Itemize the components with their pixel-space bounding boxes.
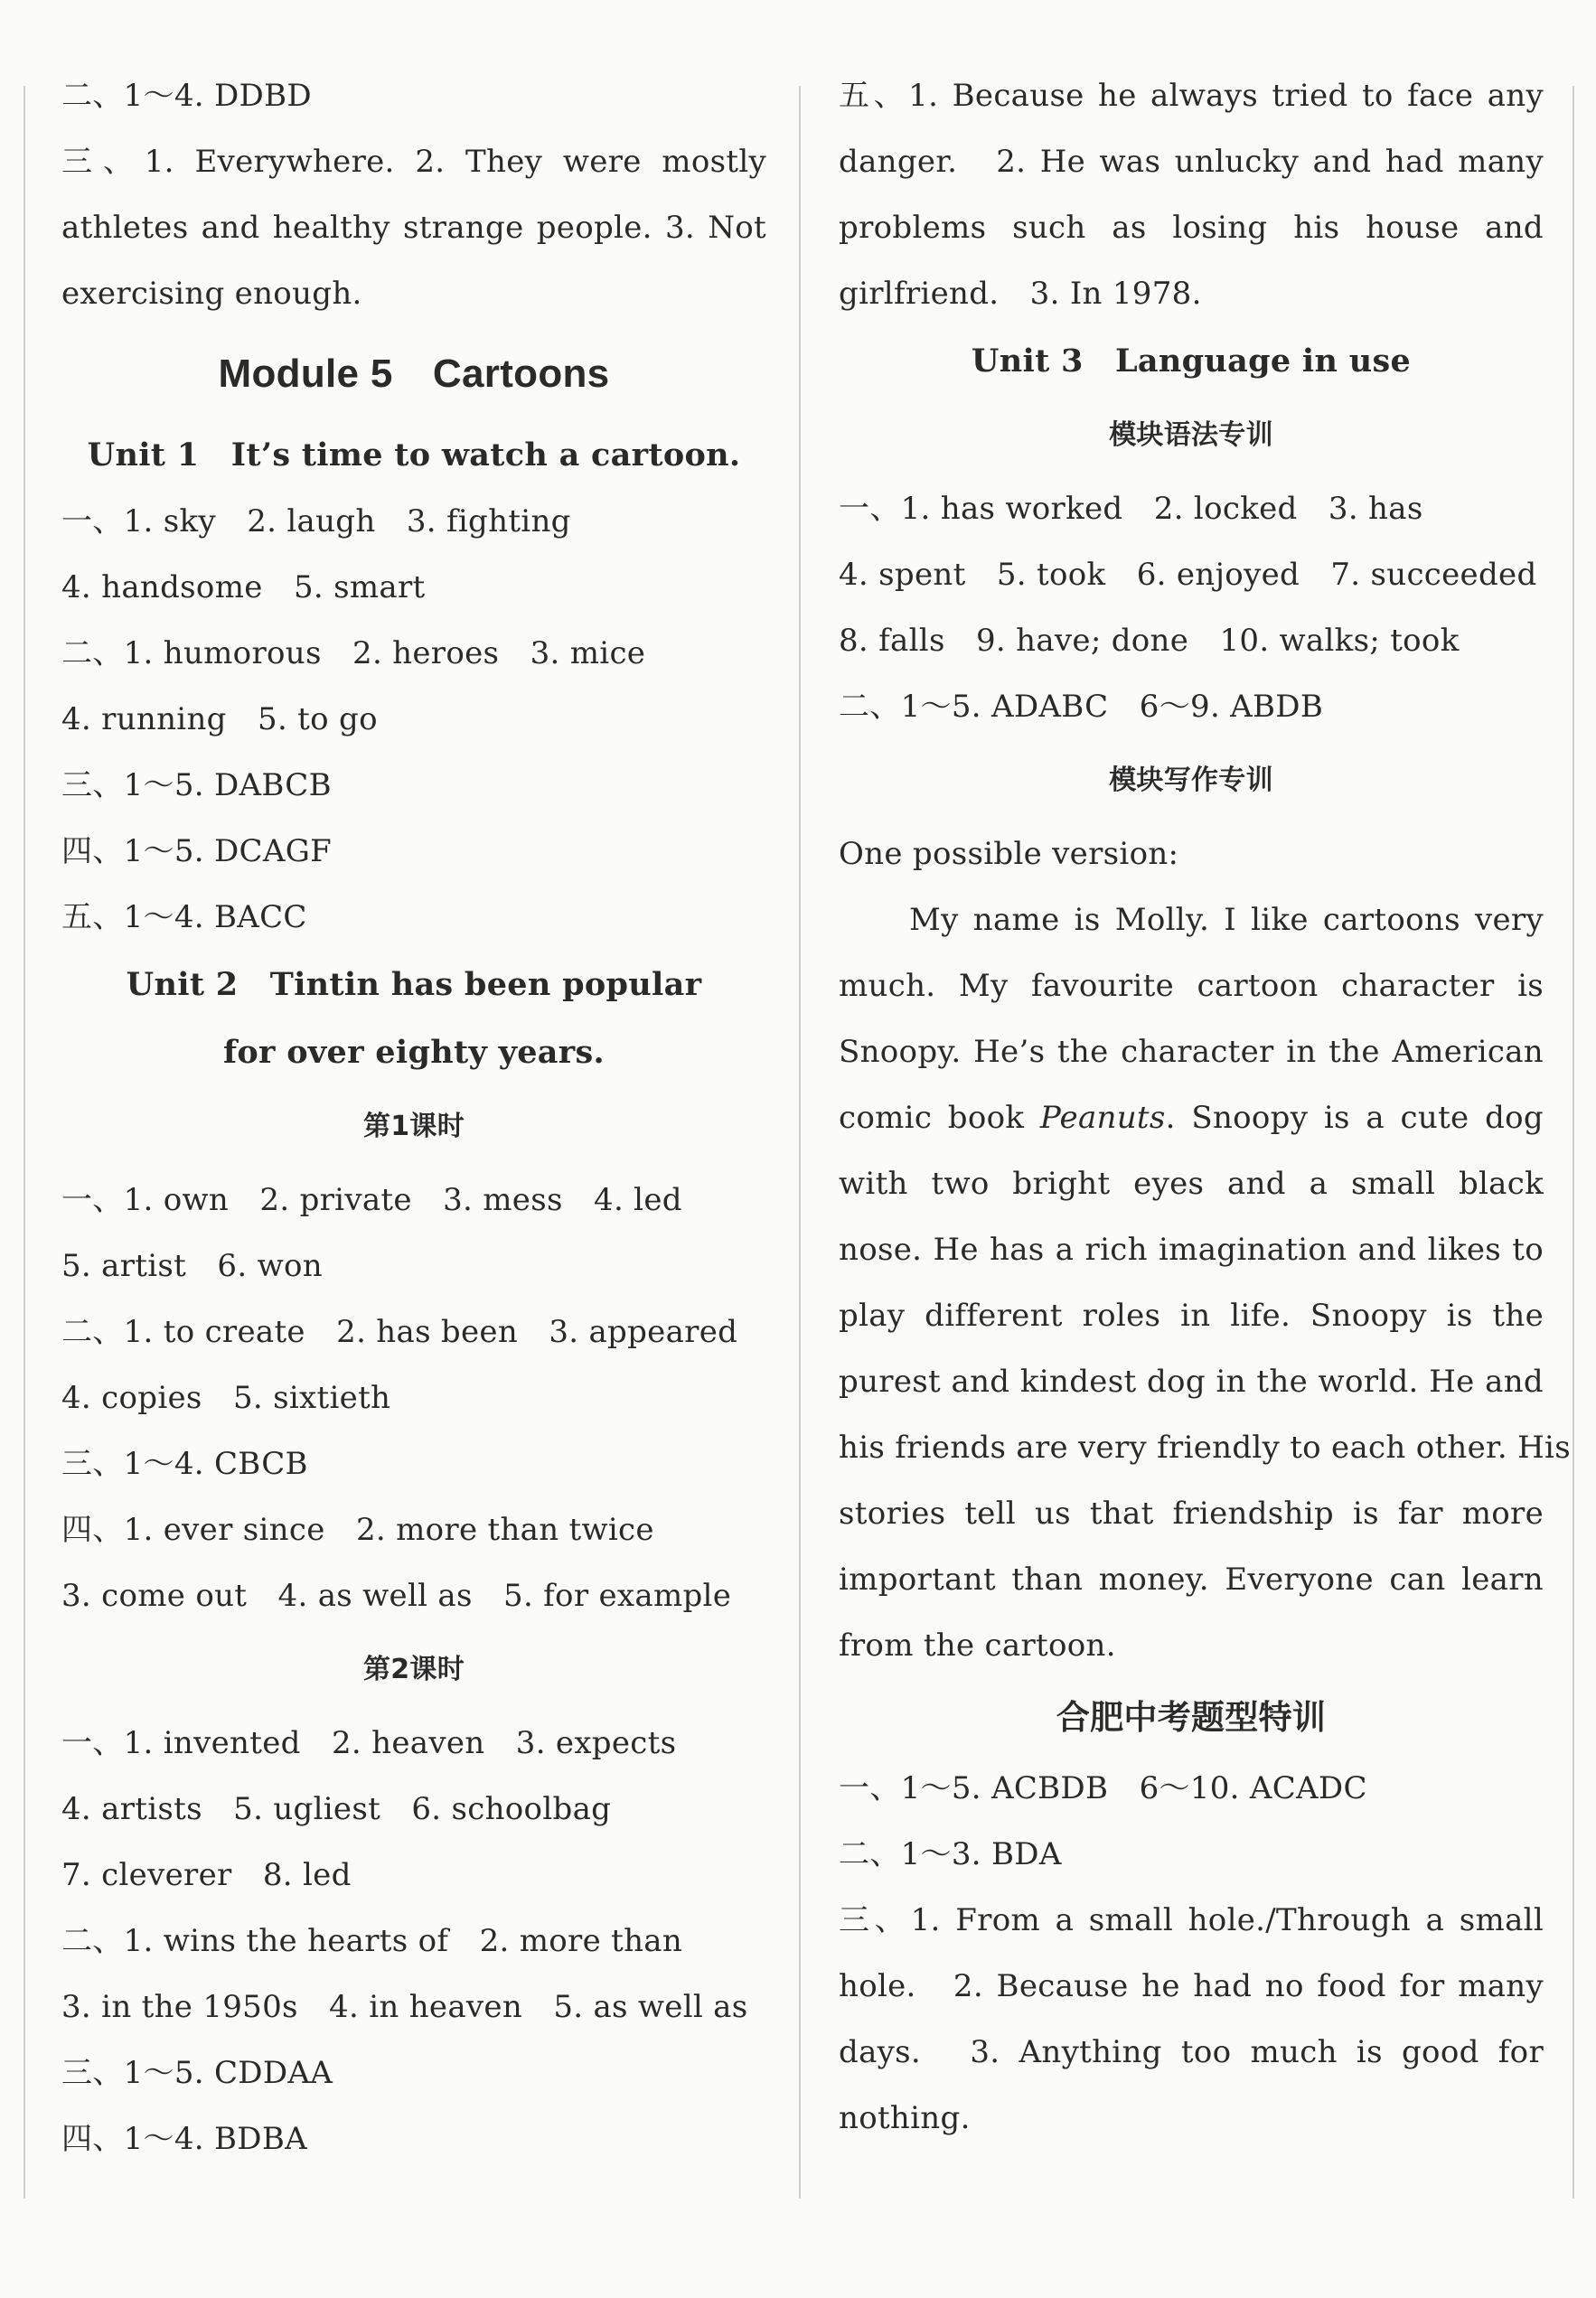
answer-line: 三、1～5. CDDAA <box>61 2055 333 2091</box>
answer-line: 4. spent 5. took 6. enjoyed 7. succeeded <box>839 557 1537 593</box>
answer-part: athletes and healthy strange people. <box>61 210 652 246</box>
essay-text: comic book <box>839 1100 1025 1136</box>
answer-line: 一、1. sky 2. laugh 3. fighting <box>61 503 571 539</box>
answer-line: 一、1. invented 2. heaven 3. expects <box>61 1725 677 1761</box>
answer-line: 三、1～4. CBCB <box>61 1446 308 1482</box>
answer-line: 四、1～5. DCAGF <box>61 833 333 869</box>
answer-line: girlfriend. 3. In 1978. <box>839 276 1202 312</box>
lesson1-title: 第1课时 <box>362 1111 465 1142</box>
answer-line: days. 3. Anything too much is good for <box>839 2034 1544 2070</box>
answer-line: 4. artists 5. ugliest 6. schoolbag <box>61 1791 612 1827</box>
essay-line: important than money. Everyone can learn <box>839 1562 1544 1598</box>
center-column-rule <box>799 86 801 2199</box>
answer-line: 二、1～5. ADABC 6～9. ABDB <box>839 689 1324 725</box>
answer-line: 一、1～5. ACBDB 6～10. ACADC <box>839 1770 1367 1806</box>
answer-line: 二、1. humorous 2. heroes 3. mice <box>61 635 646 671</box>
essay-line: nose. He has a rich imagination and likes to <box>839 1232 1544 1268</box>
answer-line: 五、1～4. BACC <box>61 899 307 935</box>
answer-line: 一、1. own 2. private 3. mess 4. led <box>61 1182 682 1218</box>
essay-line: My name is Molly. I like cartoons very <box>909 902 1544 938</box>
answer-line: 4. running 5. to go <box>61 701 378 737</box>
answer-line: 三、1. From a small hole./Through a small <box>839 1902 1544 1938</box>
left-margin-rule <box>23 86 25 2199</box>
answer-line: 四、1～4. BDBA <box>61 2121 307 2157</box>
answer-line <box>61 195 766 261</box>
essay-line: stories tell us that friendship is far more <box>839 1496 1544 1532</box>
answer-line <box>61 129 766 195</box>
answer-part: 3. Not <box>664 210 766 246</box>
answer-line: 一、1. has worked 2. locked 3. has <box>839 491 1423 527</box>
answer-line: 二、1. wins the hearts of 2. more than <box>61 1923 683 1959</box>
answer-line: 三、1～5. DABCB <box>61 767 332 803</box>
unit2-title-cont: for over eighty years. <box>223 1034 605 1071</box>
right-margin-rule <box>1573 86 1574 2199</box>
essay-line <box>839 1085 1544 1151</box>
unit3-title: Unit 3 Language in use <box>971 342 1412 380</box>
answer-part: 三、1. Everywhere. <box>61 144 395 180</box>
answer-line: 3. in the 1950s 4. in heaven 5. as well as <box>61 1989 748 2025</box>
answer-line: hole. 2. Because he had no food for many <box>839 1968 1544 2004</box>
answer-line: 5. artist 6. won <box>61 1248 323 1284</box>
answer-line: 四、1. ever since 2. more than twice <box>61 1512 654 1548</box>
essay-line: much. My favourite cartoon character is <box>839 968 1544 1004</box>
essay-text: . Snoopy is a cute dog <box>1165 1100 1544 1136</box>
answer-line: 4. copies 5. sixtieth <box>61 1380 391 1416</box>
essay-line: play different roles in life. Snoopy is the <box>839 1298 1544 1334</box>
essay-line: with two bright eyes and a small black <box>839 1166 1544 1202</box>
lesson2-title: 第2课时 <box>362 1654 465 1685</box>
answer-line: 8. falls 9. have; done 10. walks; took <box>839 623 1460 659</box>
answer-line: 二、1～4. DDBD <box>61 78 312 114</box>
answer-line: 二、1. to create 2. has been 3. appeared <box>61 1314 738 1350</box>
essay-line: purest and kindest dog in the world. He and <box>839 1364 1544 1400</box>
answer-line: 二、1～3. BDA <box>839 1836 1062 1872</box>
answer-line: 7. cleverer 8. led <box>61 1857 352 1893</box>
answer-part: 2. They were mostly <box>415 144 767 180</box>
answer-line: nothing. <box>839 2100 971 2136</box>
essay-line: from the cartoon. <box>839 1627 1116 1664</box>
answer-line: problems such as losing his house and <box>839 210 1544 246</box>
answer-line: danger. 2. He was unlucky and had many <box>839 144 1544 180</box>
unit1-title: Unit 1 It’s time to watch a cartoon. <box>87 436 741 474</box>
answer-line: 4. handsome 5. smart <box>61 569 426 605</box>
essay-line: Snoopy. He’s the character in the American <box>839 1034 1544 1070</box>
module-title: Module 5 Cartoons <box>218 352 610 396</box>
left-column <box>61 63 766 2172</box>
grammar-section-title: 模块语法专训 <box>1109 419 1273 451</box>
exam-section-title: 合肥中考题型特训 <box>1056 1698 1327 1737</box>
answer-line: exercising enough. <box>61 276 362 312</box>
book-title: Peanuts <box>1039 1100 1166 1136</box>
right-column <box>839 63 1571 2152</box>
essay-line: his friends are very friendly to each other. His <box>839 1430 1571 1466</box>
answer-line: 3. come out 4. as well as 5. for example <box>61 1578 732 1614</box>
writing-section-title: 模块写作专训 <box>1109 764 1273 796</box>
answer-line: 五、1. Because he always tried to face any <box>839 78 1544 114</box>
unit2-title: Unit 2 Tintin has been popular <box>126 966 702 1003</box>
essay-label: One possible version: <box>839 836 1179 872</box>
